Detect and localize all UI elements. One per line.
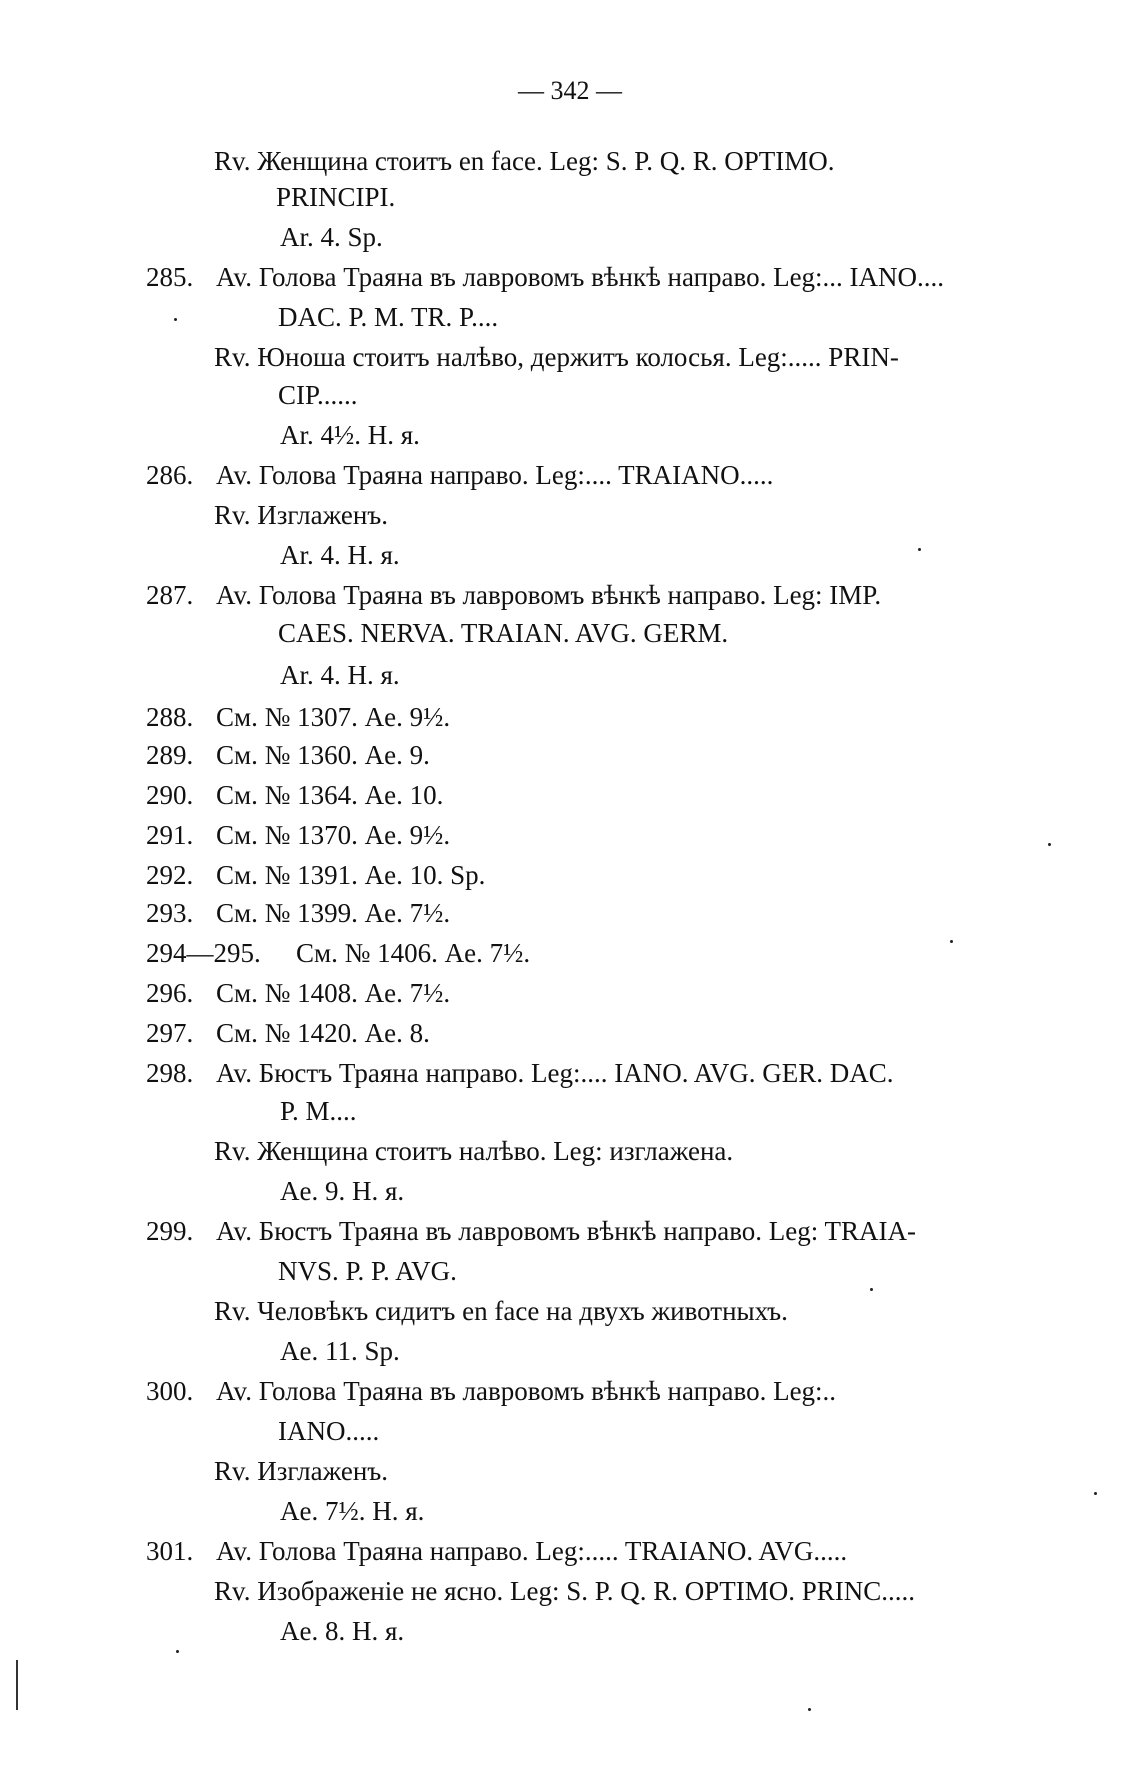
entry-line: См. № 1406. Ae. 7½. [296,938,531,968]
scan-edge-mark [16,1660,18,1710]
entry-line: NVS. P. P. AVG. [278,1256,457,1286]
entry-line: Rv. Женщина стоитъ налѣво. Leg: изглажена. [214,1136,734,1166]
entry-number: 293. [146,898,194,928]
scan-speck [950,940,953,943]
entry-line: Rv. Изображеніе не ясно. Leg: S. P. Q. R. OPTIMO. PRINC..... [214,1576,916,1606]
entry-line: IANO..... [278,1416,380,1446]
entry-line: Ar. 4½. H. я. [280,420,420,450]
entry-number: 297. [146,1018,194,1048]
entry-line: См. № 1364. Ae. 10. [216,780,444,810]
entry-line: PRINCIPI. [276,182,396,212]
scan-speck [808,1708,811,1711]
scan-speck [176,1650,179,1653]
entry-line: CAES. NERVA. TRAIAN. AVG. GERM. [278,618,729,648]
entry-line: Ar. 4. H. я. [280,660,400,690]
entry-line: DAC. P. M. TR. P.... [278,302,499,332]
entry-line: См. № 1370. Ae. 9½. [216,820,451,850]
entry-number: 285. [146,262,194,292]
entry-number: 292. [146,860,194,890]
entry-line: CIP...... [278,380,358,410]
entry-line: Rv. Женщина стоитъ en face. Leg: S. P. Q. R. OPTIMO. [214,146,835,176]
entry-line: Av. Голова Траяна направо. Leg:.... TRAIANO..... [216,460,774,490]
entry-line: Ae. 9. H. я. [280,1176,405,1206]
scan-speck [1048,843,1051,846]
entry-line: Rv. Изглаженъ. [214,1456,389,1486]
scan-speck [918,548,921,551]
entry-line: Ae. 8. H. я. [280,1616,405,1646]
entry-number: 289. [146,740,194,770]
entry-line: См. № 1420. Ae. 8. [216,1018,430,1048]
entry-line: Rv. Юноша стоитъ налѣво, держитъ колосья. Leg:..... PRIN- [214,342,899,372]
entry-number: 287. [146,580,194,610]
entry-line: Av. Голова Траяна въ лавровомъ вѣнкѣ направо. Leg: IMP. [216,580,882,610]
entry-number: 290. [146,780,194,810]
entry-line: См. № 1307. Ae. 9½. [216,702,451,732]
entry-line: Av. Голова Траяна въ лавровомъ вѣнкѣ направо. Leg:... IANO.... [216,262,945,292]
entry-line: Ar. 4. Sp. [280,222,383,252]
entry-number: 301. [146,1536,194,1566]
entry-line: Rv. Человѣкъ сидитъ en face на двухъ животныхъ. [214,1296,788,1326]
entry-number: 291. [146,820,194,850]
entry-line: См. № 1360. Ae. 9. [216,740,430,770]
entry-line: Ae. 11. Sp. [280,1336,400,1366]
entry-number: 294—295. [146,938,261,968]
entry-number: 299. [146,1216,194,1246]
entry-line: Ae. 7½. H. я. [280,1496,425,1526]
entry-number: 300. [146,1376,194,1406]
entry-line: Rv. Изглаженъ. [214,500,389,530]
entry-line: Av. Голова Траяна въ лавровомъ вѣнкѣ направо. Leg:.. [216,1376,837,1406]
entry-line: См. № 1391. Ae. 10. Sp. [216,860,486,890]
entry-line: Av. Бюстъ Траяна направо. Leg:.... IANO. AVG. GER. DAC. [216,1058,894,1088]
page-number: — 342 — [518,76,622,105]
entry-line: См. № 1399. Ae. 7½. [216,898,451,928]
entry-number: 296. [146,978,194,1008]
entry-number: 286. [146,460,194,490]
scan-speck [870,1288,873,1291]
entry-line: Av. Бюстъ Траяна въ лавровомъ вѣнкѣ направо. Leg: TRAIA- [216,1216,916,1246]
entry-line: Ar. 4. H. я. [280,540,400,570]
scan-speck [1094,1492,1097,1495]
entry-line: Av. Голова Траяна направо. Leg:..... TRAIANO. AVG..... [216,1536,848,1566]
scan-speck [174,318,177,321]
entry-line: P. M.... [280,1096,357,1126]
entry-line: См. № 1408. Ae. 7½. [216,978,451,1008]
entry-number: 288. [146,702,194,732]
entry-number: 298. [146,1058,194,1088]
